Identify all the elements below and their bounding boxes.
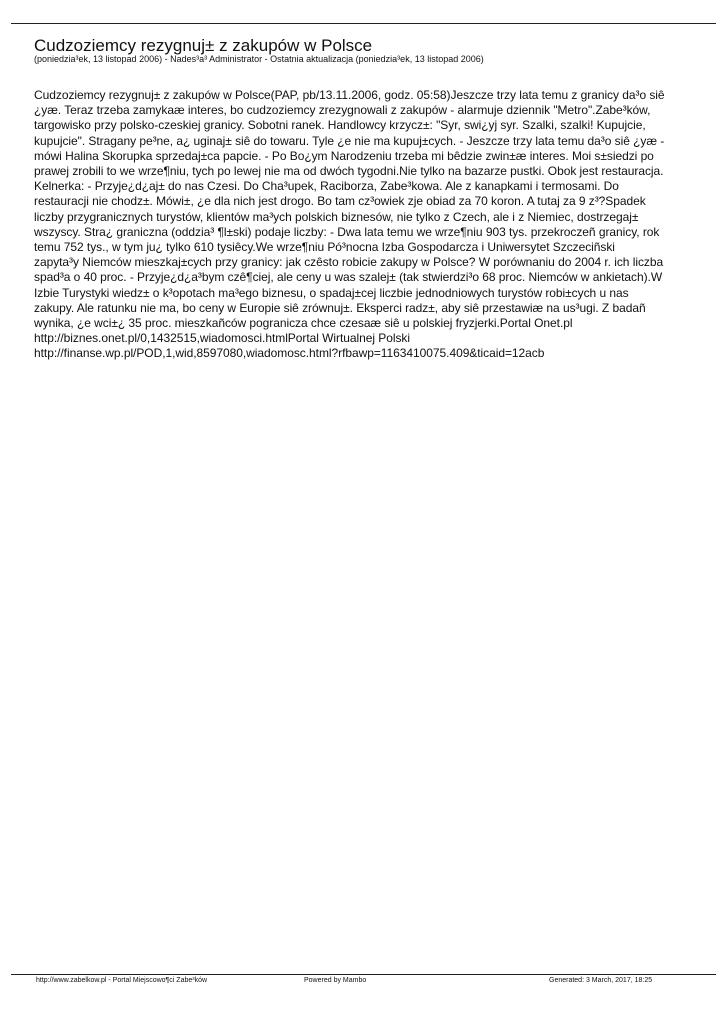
body-line: Izbie Turystyki wiedz± o k³opotach ma³ego biznesu, o spadaj±cej liczbie jednodniowych turystów robi±cych u nas [34,285,629,300]
body-line: wynika, ¿e wci±¿ 35 proc. mieszkañców pogranicza chce czesaæ siê u polskiej fryzjerki.Portal Onet.pl [34,316,573,331]
body-line: mówi Halina Skorupka sprzedaj±ca papcie. - Po Bo¿ym Narodzeniu trzeba mi bêdzie zwin±æ interes. Moi s±siedzi po [34,148,654,163]
body-line: targowisko przy polsko-czeskiej granicy. Sobotni ranek. Handlowcy krzycz±: "Syr, swi¿yj syr. Szalki, szalki! Kupujcie, [34,118,646,133]
body-line: liczby przygranicznych turystów, klientów ma³ych polskich biznesów, nie tylko z Czech, ale i z Niemiec, dostrzegaj± [34,209,639,224]
body-line: Kelnerka: - Przyje¿d¿aj± do nas Czesi. Do Cha³upek, Raciborza, Zabe³kowa. Ale z kanapkami i termosami. Do [34,179,619,194]
footer-powered-by: Powered by Mambo [304,977,367,984]
body-line-link-onet[interactable]: http://biznes.onet.pl/0,1432515,wiadomosci.htmlPortal Wirtualnej Polski [34,331,410,346]
article-title: Cudzoziemcy rezygnuj± z zakupów w Polsce [34,36,373,55]
article-meta: (poniedzia³ek, 13 listopad 2006) - Nades³a³ Administrator - Ostatnia aktualizacja (poniedzia³ek, 13 listopad 2006) [34,54,484,64]
body-line: ¿yæ. Teraz trzeba zamykaæ interes, bo cudzoziemcy zrezygnowali z zakupów - alarmuje dziennik "Metro".Zabe³ków, [34,103,651,118]
article-body [34,88,694,362]
body-line: temu 752 tys., w tym ju¿ tylko 610 tysiêcy.We wrze¶niu Pó³nocna Izba Gospodarcza i Uniwersytet Szczeciñski [34,240,615,255]
body-line: prawej zrobili to we wrze¶niu, tych po lewej nie ma od dwóch tygodni.Nie tylko na bazarze pustki. Obok jest restauracja. [34,164,664,179]
body-line: spad³a o 40 proc. - Przyje¿d¿a³bym czê¶ciej, ale ceny u was szalej± (tak stwierdzi³o 68 proc. Niemców w ankietach).W [34,270,663,285]
body-line: zapyta³y Niemców mieszkaj±cych przy granicy: jak czêsto robicie zakupy w Polsce? W porównaniu do 2004 r. ich liczba [34,255,664,270]
body-line: wszyscy. Stra¿ graniczna (oddzia³ ¶l±ski) podaje liczby: - Dwa lata temu we wrze¶niu 903 tys. przekroczeñ granicy, rok [34,224,660,239]
bottom-divider [11,974,716,975]
body-line: Cudzoziemcy rezygnuj± z zakupów w Polsce(PAP, pb/13.11.2006, godz. 05:58)Jeszcze trzy lata temu z granicy da³o siê [34,88,665,102]
top-divider [11,23,716,24]
body-line: zakupy. Ale ratunku nie ma, bo ceny w Europie siê zrównuj±. Eksperci radz±, aby siê przestawiæ na us³ugi. Z badañ [34,300,646,315]
footer-site-link[interactable]: http://www.zabelkow.pl - Portal Miejscowo¶ci Zabe³ków [36,977,208,984]
body-line-link-wp[interactable]: http://finanse.wp.pl/POD,1,wid,8597080,wiadomosc.html?rfbawp=1163410075.409&ticaid=12acb [34,346,545,361]
footer-generated-date: Generated: 3 March, 2017, 18:25 [549,977,653,984]
body-line: restauracji nie chodz±. Mówi±, ¿e dla nich jest drogo. Bo tam cz³owiek zje obiad za 70 koron. A tutaj za 9 z³?Spadek [34,194,646,209]
body-line: kupujcie". Stragany pe³ne, a¿ uginaj± siê do towaru. Tyle ¿e nie ma kupuj±cych. - Jeszcze trzy lata temu da³o siê ¿yæ - [34,133,665,148]
